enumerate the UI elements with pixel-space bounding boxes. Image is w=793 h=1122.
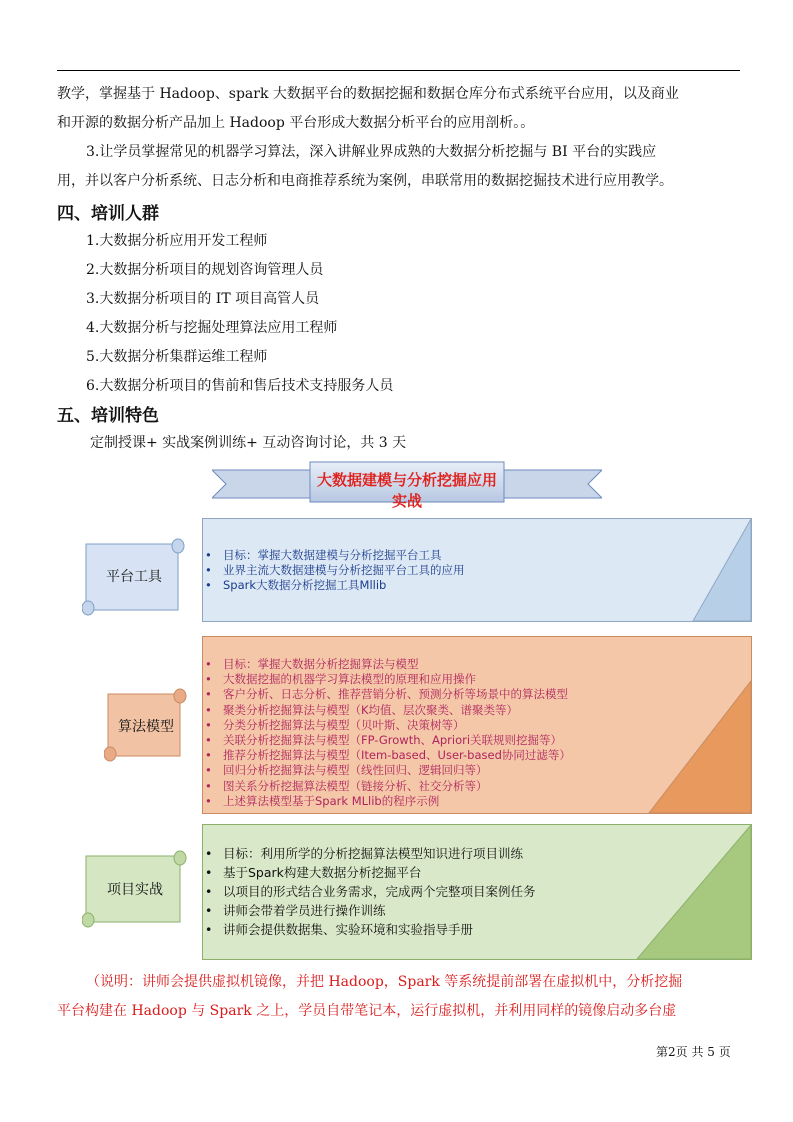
- platform-block: [202, 518, 752, 622]
- banner-title: 大数据建模与分析挖掘应用实战: [316, 471, 497, 510]
- algorithm-block: [202, 636, 752, 814]
- audience-item-5: 5.大数据分析集群运维工程师: [86, 349, 268, 365]
- project-item: • 目标：利用所学的分析挖掘算法模型知识进行项目训练: [203, 844, 751, 863]
- platform-item: • 业界主流大数据建模与分析挖掘平台工具的应用: [203, 563, 751, 578]
- section-5-subtitle: 定制授课+ 实战案例训练+ 互动咨询讨论，共 3 天: [90, 435, 407, 451]
- note-line-2: 平台构建在 Hadoop 与 Spark 之上，学员自带笔记本，运行虚拟机，并利用同样的镜像启动多台虚: [57, 1003, 677, 1019]
- scroll-label-algorithm: [104, 686, 188, 764]
- diagram-banner: [212, 460, 602, 510]
- scroll-label-text: 平台工具: [106, 569, 162, 585]
- algorithm-item: • 目标：掌握大数据分析挖掘算法与模型: [203, 657, 751, 672]
- algorithm-item: • 图关系分析挖掘算法模型（链接分析、社交分析等）: [203, 779, 751, 794]
- algorithm-item: • 推荐分析挖掘算法与模型（Item-based、User-based协同过滤等）: [203, 748, 751, 763]
- scroll-label-text: 算法模型: [118, 719, 174, 735]
- algorithm-item: • 分类分析挖掘算法与模型（贝叶斯、决策树等）: [203, 718, 751, 733]
- audience-item-1: 1.大数据分析应用开发工程师: [86, 233, 268, 249]
- platform-item: • Spark大数据分析挖掘工具Mllib: [203, 578, 751, 593]
- intro-line-4: 用，并以客户分析系统、日志分析和电商推荐系统为案例，串联常用的数据挖掘技术进行应用教学。: [57, 173, 673, 189]
- audience-item-3: 3.大数据分析项目的 IT 项目高管人员: [86, 291, 320, 307]
- algorithm-item: • 关联分析挖掘算法与模型（FP-Growth、Apriori关联规则挖掘等）: [203, 733, 751, 748]
- audience-item-4: 4.大数据分析与挖掘处理算法应用工程师: [86, 320, 338, 336]
- project-list: [203, 825, 751, 939]
- project-block: [202, 824, 752, 960]
- project-item: • 以项目的形式结合业务需求，完成两个完整项目案例任务: [203, 882, 751, 901]
- section-4-title: 四、培训人群: [57, 204, 159, 224]
- algorithm-item: • 大数据挖掘的机器学习算法模型的原理和应用操作: [203, 672, 751, 687]
- intro-line-3: 3.让学员掌握常见的机器学习算法，深入讲解业界成熟的大数据分析挖掘与 BI 平台的实践应: [86, 144, 657, 160]
- algorithm-item: • 回归分析挖掘算法与模型（线性回归、逻辑回归等）: [203, 763, 751, 778]
- page-footer: 第2页 共 5 页: [656, 1045, 731, 1059]
- algorithm-item: • 聚类分析挖掘算法与模型（K均值、层次聚类、谱聚类等）: [203, 703, 751, 718]
- audience-item-6: 6.大数据分析项目的售前和售后技术支持服务人员: [86, 378, 394, 394]
- scroll-label-project: [82, 848, 188, 930]
- header-rule: [57, 70, 740, 71]
- audience-item-2: 2.大数据分析项目的规划咨询管理人员: [86, 262, 324, 278]
- algorithm-item: • 客户分析、日志分析、推荐营销分析、预测分析等场景中的算法模型: [203, 687, 751, 702]
- algorithm-item: • 上述算法模型基于Spark MLlib的程序示例: [203, 794, 751, 809]
- scroll-label-platform: [82, 536, 186, 618]
- algorithm-list: [203, 637, 751, 809]
- project-item: • 讲师会提供数据集、实验环境和实验指导手册: [203, 920, 751, 939]
- scroll-label-text: 项目实战: [107, 882, 163, 898]
- intro-line-2: 和开源的数据分析产品加上 Hadoop 平台形成大数据分析平台的应用剖析。。: [57, 115, 535, 131]
- intro-line-1: 教学，掌握基于 Hadoop、spark 大数据平台的数据挖掘和数据仓库分布式系统平台应用，以及商业: [57, 86, 679, 102]
- note-line-1: （说明：讲师会提供虚拟机镜像，并把 Hadoop，Spark 等系统提前部署在虚拟机中，分析挖掘: [86, 974, 683, 990]
- platform-list: [203, 519, 751, 593]
- project-item: • 讲师会带着学员进行操作训练: [203, 901, 751, 920]
- section-5-title: 五、培训特色: [57, 406, 159, 426]
- platform-item: • 目标：掌握大数据建模与分析挖掘平台工具: [203, 548, 751, 563]
- project-item: • 基于Spark构建大数据分析挖掘平台: [203, 863, 751, 882]
